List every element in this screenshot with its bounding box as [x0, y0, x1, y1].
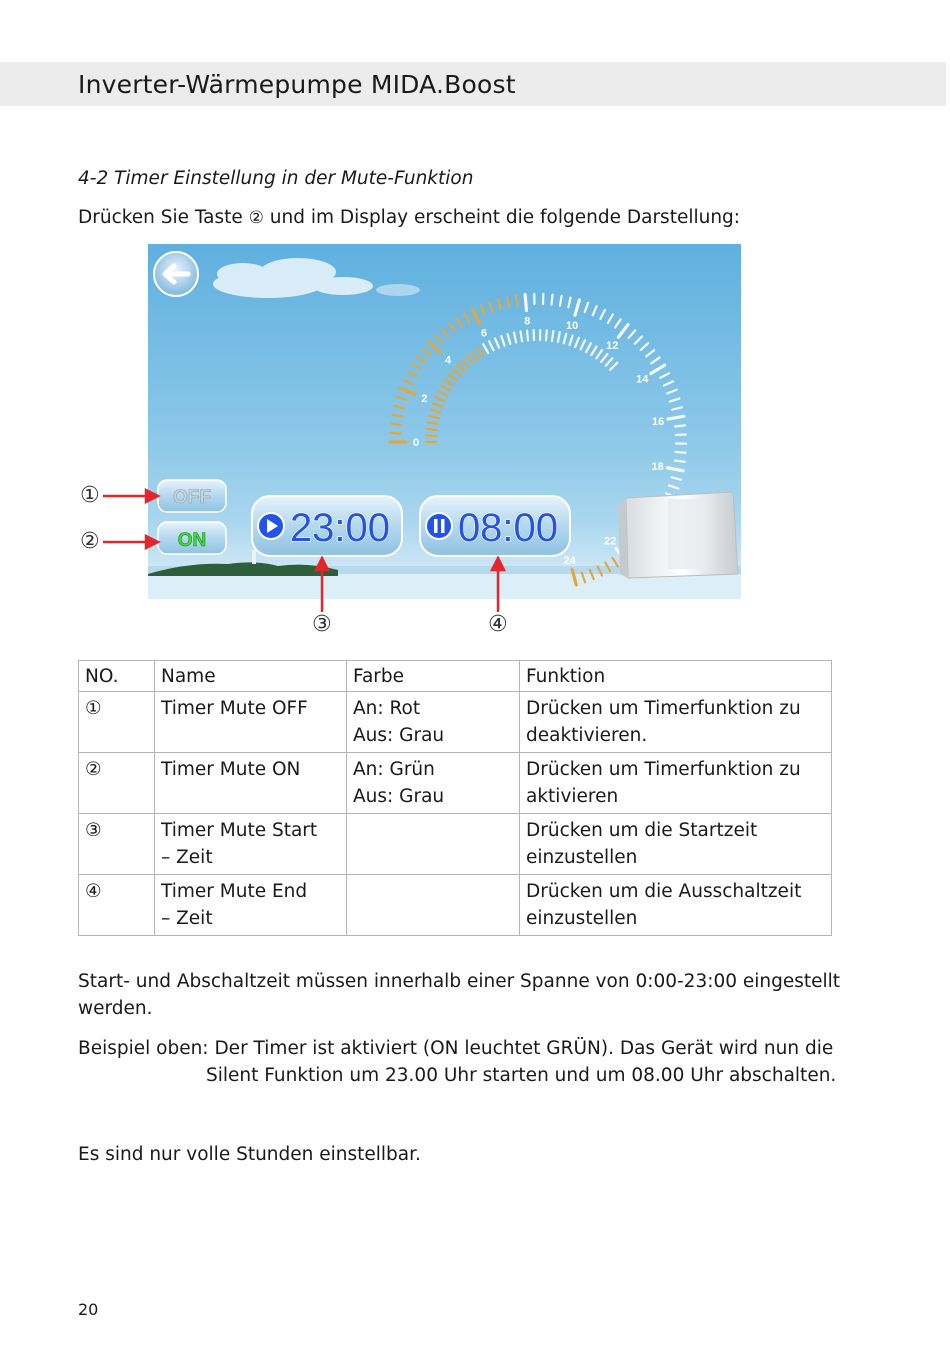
- dial-tick-label: 2: [421, 392, 428, 405]
- callout-2: ②: [80, 529, 100, 554]
- table-row: [79, 692, 832, 753]
- row-funktion-line: Drücken um die Startzeit: [526, 820, 758, 841]
- hours-note: Es sind nur volle Stunden einstellbar.: [78, 1144, 421, 1165]
- row-name: [155, 875, 347, 936]
- dial-tick-label: 0: [412, 437, 420, 449]
- row-farbe: [347, 814, 520, 875]
- row-funktion-line: Drücken um Timerfunktion zu: [526, 759, 801, 780]
- callout-1: ①: [80, 483, 100, 508]
- document-title: Inverter-Wärmepumpe MIDA.Boost: [78, 70, 516, 99]
- range-note: [78, 968, 840, 1022]
- header-funktion: Funktion: [520, 661, 832, 692]
- callout-3: ③: [312, 612, 332, 637]
- example-line-1: [78, 1035, 836, 1062]
- table-row: [79, 814, 832, 875]
- row-funktion: [520, 753, 832, 814]
- row-name-line: Timer Mute ON: [161, 759, 301, 780]
- intro-after: und im Display erscheint die folgende Darstellung:: [263, 207, 741, 228]
- range-note-line-1: Start- und Abschaltzeit müssen innerhalb einer Spanne von 0:00-23:00 eingestellt: [78, 971, 841, 992]
- row-farbe-line: Aus: Grau: [353, 786, 445, 807]
- row-farbe: [347, 875, 520, 936]
- row-name-line: – Zeit: [161, 847, 213, 868]
- header-no: NO.: [79, 661, 155, 692]
- row-number: ①: [79, 692, 155, 753]
- row-funktion: [520, 814, 832, 875]
- table-row: [79, 753, 832, 814]
- dial-tick-label: 24: [563, 554, 576, 567]
- row-number: ③: [79, 814, 155, 875]
- row-name: [155, 814, 347, 875]
- row-name: [155, 692, 347, 753]
- row-funktion-line: einzustellen: [526, 908, 638, 929]
- row-funktion-line: Drücken um die Ausschaltzeit: [526, 881, 802, 902]
- row-funktion-line: aktivieren: [526, 786, 619, 807]
- row-name: [155, 753, 347, 814]
- row-funktion: [520, 875, 832, 936]
- dial-tick-label: 8: [524, 315, 531, 328]
- intro-before: Drücken Sie Taste: [78, 207, 249, 228]
- row-farbe: [347, 692, 520, 753]
- header-name: Name: [155, 661, 347, 692]
- row-number: ②: [79, 753, 155, 814]
- row-funktion: [520, 692, 832, 753]
- callout-arrows: [0, 0, 950, 660]
- svg-text:OFF: OFF: [173, 487, 211, 508]
- row-farbe: [347, 753, 520, 814]
- callout-4: ④: [488, 612, 508, 637]
- row-name-line: – Zeit: [161, 908, 213, 929]
- dial-tick-label: 10: [566, 319, 579, 332]
- row-name-line: Timer Mute Start: [161, 820, 318, 841]
- header-farbe: Farbe: [347, 661, 520, 692]
- page-number: 20: [78, 1300, 99, 1319]
- row-funktion-line: einzustellen: [526, 847, 638, 868]
- row-number: ④: [79, 875, 155, 936]
- example-note: [78, 1035, 836, 1089]
- range-note-line-2: werden.: [78, 998, 153, 1019]
- table-header-row: [79, 661, 832, 692]
- svg-text:23:00: 23:00: [289, 506, 391, 550]
- row-funktion-line: deaktivieren.: [526, 725, 648, 746]
- dial-tick-label: 4: [444, 354, 452, 367]
- svg-text:ON: ON: [177, 530, 207, 551]
- timer-function-table: [78, 660, 832, 936]
- dial-tick-label: 18: [651, 460, 664, 473]
- section-title: 4-2 Timer Einstellung in der Mute-Funktion: [78, 168, 474, 189]
- row-name-line: Timer Mute OFF: [161, 698, 308, 719]
- row-farbe-line: Aus: Grau: [353, 725, 445, 746]
- dial-tick-label: 6: [480, 327, 488, 340]
- row-farbe-line: An: Rot: [353, 698, 421, 719]
- dial-tick-label: 12: [606, 340, 619, 353]
- example-text-1: Der Timer ist aktiviert (ON leuchtet GRÜN). Das Gerät wird nun die: [214, 1038, 834, 1059]
- row-name-line: Timer Mute End: [161, 881, 308, 902]
- svg-text:08:00: 08:00: [457, 506, 559, 550]
- dial-tick-label: 14: [636, 373, 649, 386]
- table-row: [79, 875, 832, 936]
- row-farbe-line: An: Grün: [353, 759, 435, 780]
- dial-tick-label: 16: [652, 415, 665, 428]
- intro-marker: ②: [248, 208, 264, 228]
- example-label: Beispiel oben:: [78, 1038, 209, 1059]
- example-line-2: Silent Funktion um 23.00 Uhr starten und um 08.00 Uhr abschalten.: [206, 1065, 837, 1086]
- dial-tick-label: 22: [604, 535, 617, 548]
- row-funktion-line: Drücken um Timerfunktion zu: [526, 698, 801, 719]
